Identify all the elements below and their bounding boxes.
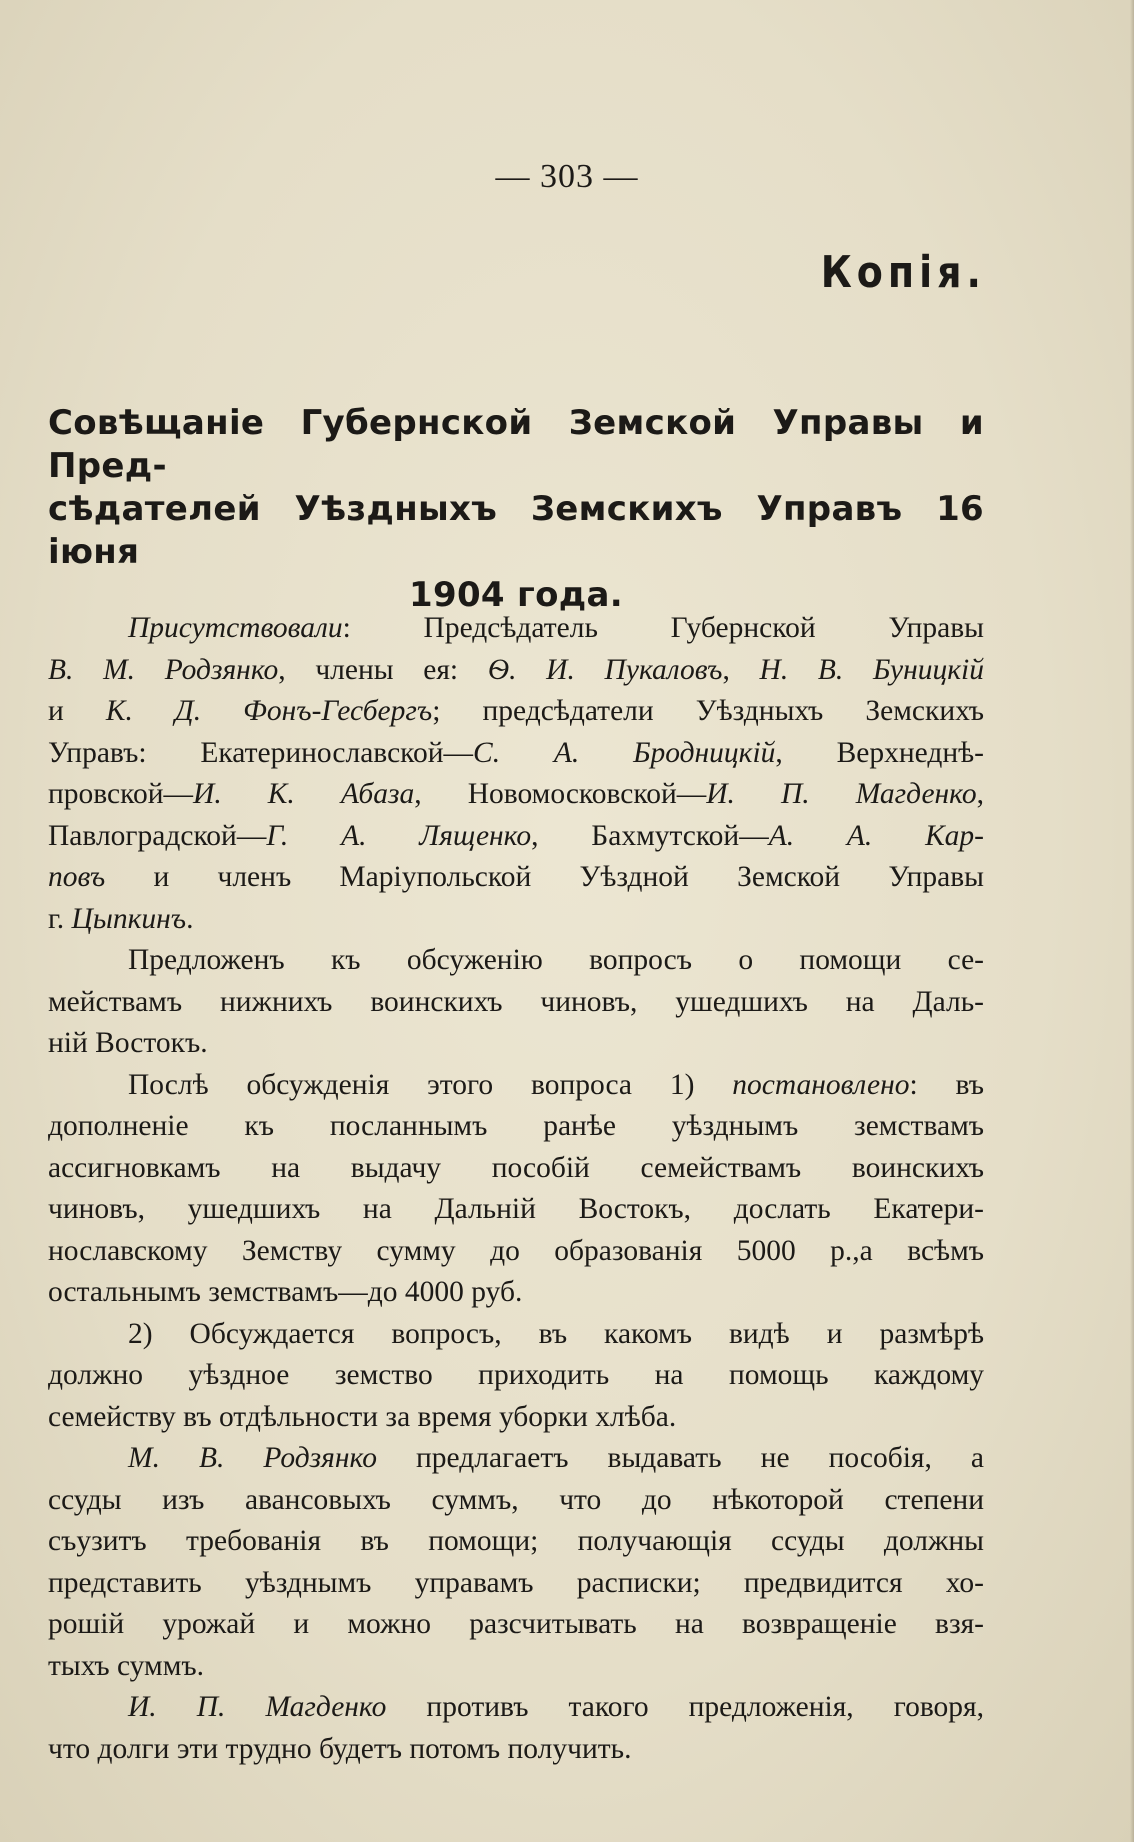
text-line: ассигновкамъ на выдачу пособій семействамъ воинскихъ <box>48 1151 984 1184</box>
person-name: повъ <box>48 861 106 893</box>
italic-term: постановлено <box>732 1068 910 1101</box>
person-name: И. К. Абаза <box>193 778 415 810</box>
page-number: — 303 — <box>495 158 639 195</box>
person-name: Ѳ. И. Пукаловъ <box>487 653 723 686</box>
title-line: сѣдателей Уѣздныхъ Земскихъ Управъ 16 іюня <box>48 489 984 572</box>
copy-heading: Копія. <box>820 246 986 298</box>
magdenko-paragraph <box>48 1687 984 1770</box>
text-line: Послѣ обсужденія этого вопроса 1) постановлено: въ <box>128 1068 984 1101</box>
text-line: Павлоградской—Г. А. Лященко, Бахмутской—А. А. Кар- <box>48 819 984 852</box>
text-line: нославскому Земству сумму до образованія 5000 р.,а всѣмъ <box>48 1234 984 1267</box>
text-line: представить уѣзднымъ управамъ расписки; предвидится хо- <box>48 1566 984 1599</box>
text-line: Управъ: Екатеринославской—С. А. Бродницкій, Верхнеднѣ- <box>48 736 985 769</box>
person-name: М. В. Родзянко <box>128 1442 377 1474</box>
resolution-paragraph <box>48 1065 984 1314</box>
text-line: Предложенъ къ обсуженію вопросъ о помощи се- <box>128 944 984 976</box>
text-line: И. П. Магденко противъ такого предложенія, говоря, <box>128 1691 984 1723</box>
person-name: И. П. Магденко <box>706 778 977 810</box>
person-name: С. А. Бродницкій <box>473 736 776 769</box>
text-line: рошій урожай и можно разсчитывать на возвращеніе взя- <box>48 1608 984 1640</box>
discussion-paragraph <box>48 1314 984 1439</box>
person-name: К. Д. Фонъ-Гесбергъ <box>105 695 433 727</box>
text-line: и К. Д. Фонъ-Гесбергъ; предсѣдатели Уѣздныхъ Земскихъ <box>48 695 984 727</box>
document-body <box>48 608 984 1770</box>
text-line: повъ и членъ Маріупольской Уѣздной Земской Управы <box>48 861 984 893</box>
text-line: остальнымъ земствамъ—до 4000 руб. <box>48 1276 523 1308</box>
text-line: провской—И. К. Абаза, Новомосковской—И. П. Магденко, <box>48 778 984 810</box>
text-line: 2) Обсуждается вопросъ, въ какомъ видѣ и размѣрѣ <box>128 1317 984 1350</box>
text-line: мействамъ нижнихъ воинскихъ чиновъ, ушедшихъ на Даль- <box>48 985 984 1018</box>
rodzianko-paragraph <box>48 1438 984 1687</box>
italic-term: Присутствовали <box>128 612 343 644</box>
attendees-paragraph <box>48 608 984 940</box>
text-line: г. Цыпкинъ. <box>48 902 194 935</box>
person-name: И. П. Магденко <box>128 1691 387 1723</box>
text-line: ній Востокъ. <box>48 1027 208 1059</box>
text-line: М. В. Родзянко предлагаетъ выдавать не пособія, а <box>128 1442 984 1474</box>
person-name: Н. В. Буницкій <box>759 653 984 686</box>
text-line: что долги эти трудно будетъ потомъ получить. <box>48 1732 632 1765</box>
text-line: чиновъ, ушедшихъ на Дальній Востокъ, дослать Екатери- <box>48 1193 984 1225</box>
text-line: тыхъ суммъ. <box>48 1649 204 1682</box>
text-line: должно уѣздное земство приходить на помощь каждому <box>48 1359 984 1391</box>
text-line: ссуды изъ авансовыхъ суммъ, что до нѣкоторой степени <box>48 1483 984 1516</box>
text-line: семейству въ отдѣльности за время уборки хлѣба. <box>48 1400 677 1433</box>
text-line: Присутствовали: Предсѣдатель Губернской Управы <box>128 612 984 644</box>
person-name: В. М. Родзянко <box>48 653 279 686</box>
document-title <box>48 402 984 617</box>
person-name: А. А. Кар- <box>768 819 984 852</box>
title-line: 1904 года. <box>409 575 623 615</box>
page-edge-shadow <box>1130 0 1134 1842</box>
text-line: В. М. Родзянко, члены ея: Ѳ. И. Пукаловъ, Н. В. Буницкій <box>48 653 984 686</box>
person-name: Г. А. Лященко <box>266 819 532 852</box>
text-line: дополненіе къ посланнымъ ранѣе уѣзднымъ земствамъ <box>48 1110 984 1142</box>
question-paragraph <box>48 940 984 1065</box>
person-name: Цыпкинъ <box>71 902 187 935</box>
title-line: Совѣщаніе Губернской Земской Управы и Пред- <box>48 403 984 486</box>
text-line: съузитъ требованія въ помощи; получающія ссуды должны <box>48 1525 984 1557</box>
